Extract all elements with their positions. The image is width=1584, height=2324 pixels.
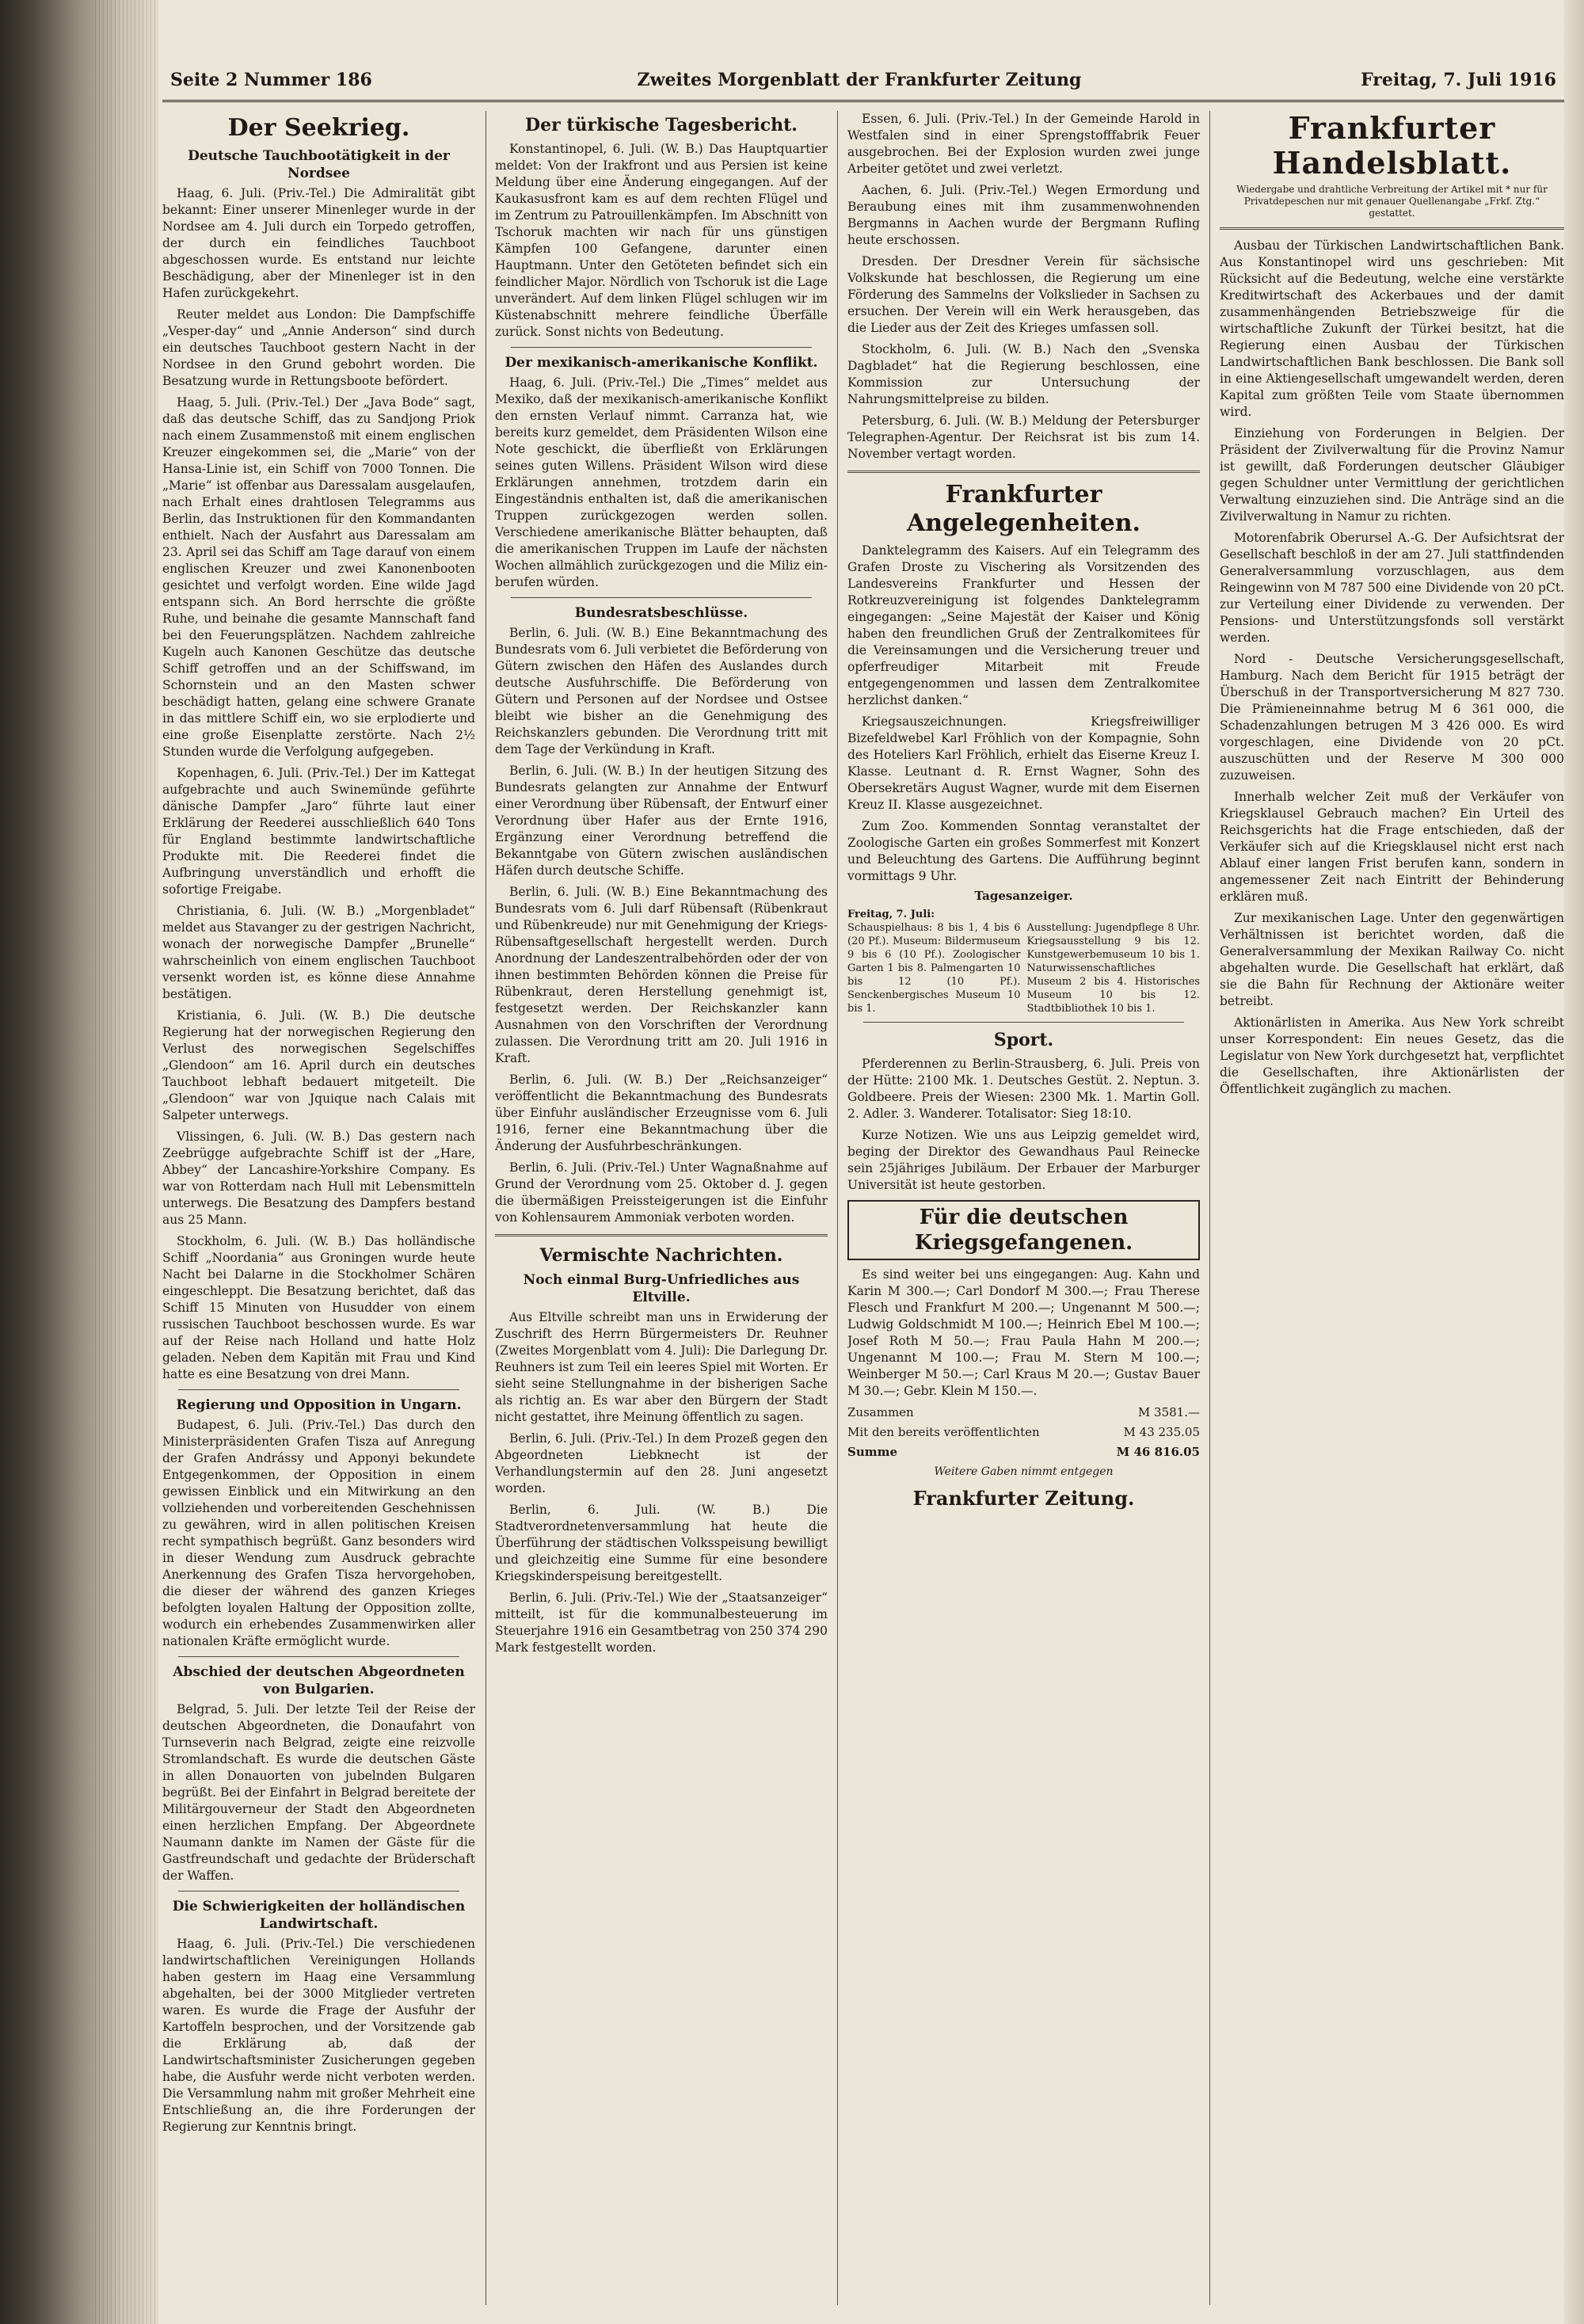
article-paragraph: Essen, 6. Juli. (Priv.-Tel.) In der Gemeinde Harold in Westfalen sind in einer Sprengstofffabrik Feuer ausgebrochen. Bei der Explosion wurden zwei junge Arbeiter getötet und zwei verletzt. [847,112,1200,176]
article-headline: Abschied der deutschen Abgeordneten von Bulgarien. [173,1664,465,1697]
article-paragraph: Berlin, 6. Juli. (Priv.-Tel.) Unter Wagnaßnahme auf Grund der Verordnung vom 25. Oktober d. J. gegen die übermäßigen Preissteigerungen ist die Einfuhr von Kohlensaurem Ammoniak verboten worden. [495,1160,828,1225]
article-paragraph: Berlin, 6. Juli. (Priv.-Tel.) In dem Prozeß gegen den Abgeordneten Liebknecht ist der Verhandlungstermin auf den 28. Juni angesetzt worden. [495,1431,828,1495]
article-headline: Der mexikanisch-amerikanische Konflikt. [505,355,818,371]
sum-row [847,1424,1200,1441]
divider [178,1891,459,1892]
article-paragraph: Reuter meldet aus London: Die Dampfschiffe „Vesper-day“ und „Annie Anderson“ sind durch ein deutsches Tauchboot gestern Nacht in der Nordsee in den Grund gebohrt worden. Die Besatzung wurde in Rettungsboote befördert. [162,307,475,388]
article-paragraph: Haag, 5. Juli. (Priv.-Tel.) Der „Java Bode“ sagt, daß das deutsche Schiff, das zu Sandjong Priok nach einem Zusammenstoß mit einem englischen Kreuzer eingekommen sei, die „Marie“ von der Hansa-Linie ist, ein Schiff von 7000 Tonnen. Die „Marie“ ist offenbar aus Daressalam ausgelaufen, nach Erhalt eines drahtlosen Telegramms aus Berlin, das Instruktionen für den Kommandanten enthielt. Nach der Ausfahrt aus Daressalam am 23. April sei das Schiff am Tage darauf von einem englischen Kreuzer und zwei Kanonenbooten gesichtet und verfolgt worden. Eine wilde Jagd entspann sich. An Bord herrschte die größte Ruhe, und beinahe die gesamte Mannschaft fand bei den Feuerungsplätzen. Nachdem zahlreiche Kugeln auch Kanonen Geschütze das deutsche Schiff getroffen und an der Schiffswand, im Schornstein und an den Masten schwer beschädigt hatten, gelang eine schwere Granate in das mittlere Schiff ein, wo sie erplodierte und eine große Eisenplatte zerstörte. Nach 2½ Stunden wurde die Verfolgung aufgegeben. [162,395,475,759]
section-masthead: Frankfurter Handelsblatt. [1272,111,1512,181]
article-paragraph: Dresden. Der Dresdner Verein für sächsische Volkskunde hat beschlossen, die Regierung um eine Förderung des Sammelns der Volkslieder in Sachsen zu ersuchen. Der Verein will ein Werk herausgeben, das die Lieder aus der Zeit des Krieges umfassen soll. [847,254,1200,335]
signature: Frankfurter Zeitung. [912,1487,1135,1510]
article-paragraph: Motorenfabrik Oberursel A.-G. Der Aufsichtsrat der Gesellschaft beschloß in der am 27. Juli stattfindenden Generalversammlung vorzuschlagen, aus dem Reingewinn von M 787 500 eine Dividende von 20 pCt. zur Verteilung einer Dividende zu verwenden. Der Pensions- und Unterstützungsfonds soll verstärkt werden. [1220,531,1564,645]
article-paragraph: Christiania, 6. Juli. (W. B.) „Morgenbladet“ meldet aus Stavanger zu der gestrigen Nachricht, wonach der norwegische Dampfer „Brunelle“ wahrscheinlich von einem englischen Tauchboot versenkt worden ist, es könne diese Annahme bestätigen. [162,904,475,1001]
divider [863,1022,1184,1023]
sum-label: Mit den bereits veröffentlichten [847,1425,1040,1439]
section-title: Der türkische Tagesbericht. [525,115,798,135]
article-paragraph: Danktelegramm des Kaisers. Auf ein Telegramm des Grafen Droste zu Vischering als Vorsitzenden des Landesvereins Frankfurter und Hessen der Rotkreuzvereinigung ist folgendes Danktelegramm eingegangen: „Seine Majestät der Kaiser und König haben den freundlichen Gruß der Zentralkomitees für die Vereinsamungen und die Versicherung treuer und opferfreudiger Mitarbeit mit Freude entgegengenommen und lassen dem Zentralkomitee herzlichst danken.“ [847,543,1200,707]
section-title: Vermischte Nachrichten. [539,1245,783,1266]
article-paragraph: Haag, 6. Juli. (Priv.-Tel.) Die „Times“ meldet aus Mexiko, daß der mexikanisch-amerikanische Konflikt den ernsten Verlauf nimmt. Carranza hat, wie bereits kurz gemeldet, dem Präsidenten Wilson eine Note geschickt, die überfließt von Erklärungen seines guten Willens. Präsident Wilson wird diese Erklärungen annehmen, trotzdem darin ein Eingeständnis enthalten ist, daß die amerikanischen Truppen zurückgezogen werden sollen. Verschiedene amerikanische Blätter behaupten, daß die amerikanischen Truppen im Laufe der nächsten Wochen allmählich zurückgezogen und die Miliz ein- berufen würden. [495,375,828,589]
paper-edition-title: Zweites Morgenblatt der Frankfurter Zeitung [637,70,1082,90]
sum-label: Summe [847,1445,898,1459]
article-paragraph: Nord - Deutsche Versicherungsgesellschaft, Hamburg. Nach dem Bericht für 1915 beträgt der Überschuß in der Transportversicherung M 827 730. Die Prämieneinnahme betrug M 6 361 000, die Schadenzahlungen betrugen M 3 426 000. Es wird vorgeschlagen, eine Dividende von 20 pCt. auszuschütten und der Reserve M 300 000 zuzuweisen. [1220,652,1564,783]
sum-row [847,1404,1200,1421]
column-1 [162,111,475,2305]
divider [178,1656,459,1657]
article-paragraph: Stockholm, 6. Juli. (W. B.) Nach den „Svenska Dagbladet“ hat die Regierung beschlossen, eine Kommission zur Untersuchung der Nahrungsmittelpreise zu bilden. [847,342,1200,406]
listings-date: Freitag, 7. Juli: [847,909,935,920]
page-edge [1564,0,1584,2324]
article-headline: Die Schwierigkeiten der holländischen Landwirtschaft. [172,1899,466,1932]
article-paragraph: Vlissingen, 6. Juli. (W. B.) Das gestern nach Zeebrügge aufgebrachte Schiff ist der „Hare, Abbey“ der Lancashire-Yorkshire Company. Es war von Rotterdam nach Hull mit Lebensmitteln unterwegs. Die Besatzung des Dampfers bestand aus 25 Mann. [162,1130,475,1227]
page-number: Seite 2 Nummer 186 [170,70,372,90]
sum-value: M 3581.— [1137,1405,1200,1419]
column-3 [847,111,1200,2305]
article-paragraph: Kriegsauszeichnungen. Kriegsfreiwilliger Bizefeldwebel Karl Fröhlich von der Kompagnie, Sohn des Hoteliers Karl Fröhlich, erhielt das Eiserne Kreuz I. Klasse. Leutnant d. R. Ernst Wagner, Sohn des Obersekretärs August Wagner, wurde mit dem Eisernen Kreuz II. Klasse ausgezeichnet. [847,714,1200,812]
boxed-headline: Für die deutschen Kriegsgefangenen. [847,1200,1200,1260]
article-paragraph: Kurze Notizen. Wie uns aus Leipzig gemeldet wird, beging der Direktor des Gewandhaus Paul Reinecke sein 25jähriges Jubiläum. Der Erbauer der Marburger Universität ist heute gestorben. [847,1128,1200,1192]
daily-listings [847,890,1200,1015]
article-paragraph: Ausbau der Türkischen Landwirtschaftlichen Bank. Aus Konstantinopel wird uns geschrieben: Mit Rücksicht auf die Bedeutung, welche eine verstärkte Kreditwirtschaft des Ackerbaues und der damit zusammenhängenden Betriebszweige für die wirtschaftliche Zukunft der Türkei besitzt, hat die Regierung einen Ausbau der Türkischen Landwirtschaftlichen Bank beschlossen. Die Bank soll in eine Aktiengesellschaft umgewandelt werden, deren Kapital zum größten Teile vom Staate übernommen wird. [1220,238,1564,419]
page-header [162,63,1564,102]
article-paragraph: Belgrad, 5. Juli. Der letzte Teil der Reise der deutschen Abgeordneten, die Donaufahrt von Turnseverin nach Belgrad, zeigte eine reizvolle Stromlandschaft. Es wurde die deutschen Gäste in allen Donauorten von jubelnden Bulgaren begrüßt. Bei der Einfahrt in Belgrad bereitete der Militärgouverneur der Stadt den Abgeordneten einen herzlichen Empfang. Der Abgeordnete Naumann dankte im Namen der Gäste für die Gastfreundschaft und gedachte der Brüderschaft der Waffen. [162,1702,475,1883]
article-paragraph: Berlin, 6. Juli. (W. B.) Der „Reichsanzeiger“ veröffentlicht die Bekanntmachung des Bundesrats über Einfuhr ausländischer Erzeugnisse vom 6. Juli 1916, ferner eine Bekanntmachung über die Änderung der Ausfuhrbeschränkungen. [495,1072,828,1153]
article-paragraph: Kopenhagen, 6. Juli. (Priv.-Tel.) Der im Kattegat aufgebrachte und auch Swinemünde geführte dänische Dampfer „Jaro“ führte laut einer Erklärung der Reederei ausschließlich 640 Tons für England bestimmte landwirtschaftliche Produkte mit. Die Reederei findet die Aufbringung unverständlich und erhofft die sofortige Freigabe. [162,766,475,897]
column-4 [1220,111,1564,2305]
divider [511,347,812,348]
article-headline: Deutsche Tauchbootätigkeit in der Nordsee [188,148,450,181]
section-title: Sport. [993,1030,1054,1050]
listings-left: Schauspielhaus: 8 bis 1, 4 bis 6 (20 Pf.). Museum: Bildermuseum 9 bis 6 (10 Pf.). Zoologischer Garten 1 bis 8. Palmengarten 10 bis 12 (10 Pf.). Senckenbergisches Museum 10 bis 1. [847,922,1021,1015]
article-paragraph: Budapest, 6. Juli. (Priv.-Tel.) Das durch den Ministerpräsidenten Grafen Tisza auf Anregung der Grafen Andrássy und Apponyi bekundete Entgegenkommen, der Opposition in einem gewissen Einblick und ein Mitwirkung an den vollziehenden und vorbereitenden Geschehnissen zu gewähren, wird in allen politischen Kreisen recht sympathisch begrüßt. Ganz besonders wird in dieser Wendung zum Ausdruck gebrachte Anerkennung des Grafen Tisza hervorgehoben, die dieser der während des ganzen Krieges befolgten loyalen Haltung der Opposition zollte, wodurch ein erhebendes Zusammenwirken aller nationalen Kräfte ermöglicht wurde. [162,1418,475,1648]
article-paragraph: Haag, 6. Juli. (Priv.-Tel.) Die verschiedenen landwirtschaftlichen Vereinigungen Hollands haben gestern im Haag eine Versammlung abgehalten, bei der 3000 Mitglieder vertreten waren. Es wurde die Frage der Ausfuhr der Kartoffeln besprochen, und der Vorsitzende gab die Erklärung ab, daß der Landwirtschaftsminister Zusicherungen gegeben habe, die Ausfuhr werde nicht verboten werden. Die Versammlung nahm mit großer Mehrheit eine Entschließung an, die ihre Forderungen der Regierung zur Kenntnis bringt. [162,1937,475,2134]
listings-right: Ausstellung: Jugendpflege 8 Uhr. Kriegsausstellung 9 bis 12. Kunstgewerbemuseum 10 bis 1. Naturwissenschaftliches Museum 2 bis 4. Historisches Museum 10 bis 12. Stadtbibliothek 10 bis 1. [1026,922,1200,1015]
article-paragraph: Berlin, 6. Juli. (W. B.) Die Stadtverordnetenversammlung hat heute die Überführung der städtischen Volksspeisung bewilligt und gleichzeitig eine Summe für eine besondere Kriegskinderspeisung bereitgestellt. [495,1503,828,1583]
article-paragraph: Petersburg, 6. Juli. (W. B.) Meldung der Petersburger Telegraphen-Agentur. Der Reichsrat ist bis zum 14. November vertagt worden. [847,413,1200,461]
sum-value: M 46 816.05 [1116,1445,1200,1459]
article-paragraph: Zum Zoo. Kommenden Sonntag veranstaltet der Zoologische Garten ein großes Sommerfest mit Konzert und Beleuchtung des Gartens. Die Aufführung beginnt vormittags 9 Uhr. [847,819,1200,883]
column-2 [495,111,828,2305]
divider [847,471,1200,473]
listings-table [847,921,1200,1015]
article-paragraph: Aus Eltville schreibt man uns in Erwiderung der Zuschrift des Herrn Bürgermeisters Dr. Reuhner (Zweites Morgenblatt vom 4. Juli): Die Darlegung Dr. Reuhners ist zum Teil ein leeres Spiel mit Worten. Er sieht seine Stellungnahme in der bisherigen Sache als richtig an. Es war aber den Bürgern der Stadt nicht gestattet, ihre Meinung öffentlich zu sagen. [495,1310,828,1424]
article-paragraph: Aktionärlisten in Amerika. Aus New York schreibt unser Korrespondent: Ein neues Gesetz, das die Legislatur von New York durchgesetzt hat, verpflichtet die Gesellschaften, ihre Aktionärlisten der Öffentlichkeit zugänglich zu machen. [1220,1015,1564,1096]
article-paragraph: Stockholm, 6. Juli. (W. B.) Das holländische Schiff „Noordania“ aus Groningen wurde heute Nacht bei Dalarne in die Stockholmer Schären eingeschleppt. Die Besatzung berichtet, daß das Schiff 15 Minuten von Husudder von einem russischen Tauchboot beschossen wurde. Es war auf der Reise nach Holland und hatte Holz geladen. Neben dem Kapitän mit Frau und Kind hatte es eine Besatzung von drei Mann. [162,1234,475,1381]
article-headline: Noch einmal Burg-Unfriedliches aus Eltville. [523,1272,800,1305]
divider [178,1389,459,1390]
article-paragraph: Pferderennen zu Berlin-Strausberg, 6. Juli. Preis von der Hütte: 2100 Mk. 1. Deutsches Gestüt. 2. Neptun. 3. Goldbeere. Preis der Wiesen: 2300 Mk. 1. Martin Goll. 2. Adler. 3. Wanderer. Totalisator: Sieg 18:10. [847,1057,1200,1121]
section-title: Frankfurter Angelegenheiten. [906,481,1140,537]
column-rule [837,111,838,2305]
article-paragraph: Berlin, 6. Juli. (Priv.-Tel.) Wie der „Staatsanzeiger“ mitteilt, ist für die kommunalbesteuerung im Steuerjahre 1916 ein Gesamtbetrag von 250 374 290 Mark festgestellt worden. [495,1591,828,1655]
article-paragraph: Konstantinopel, 6. Juli. (W. B.) Das Hauptquartier meldet: Von der Irakfront und aus Persien ist keine Meldung über eine Änderung eingegangen. Auf der Kaukasusfront kam es auf dem rechten Flügel und im Zentrum zu Patrouillenkämpfen. Im Abschnitt von Tschoruk machten wir nach für uns günstigen Kämpfen 100 Gefangene, darunter einen Hauptmann. Unter den Getöteten befindet sich ein feindlicher Major. Nördlich von Tschoruk ist die Lage unverändert. Auf dem linken Flügel schlugen wir im Küstenabschnitt mehrere feindliche Überfälle zurück. Sonst nichts von Bedeutung. [495,142,828,339]
donation-note: Weitere Gaben nimmt entgegen [934,1465,1114,1478]
reprint-note: Wiedergabe und drahtliche Verbreitung der Artikel mit * nur für Privatdepeschen nur mit genauer Quellenangabe „Frkf. Ztg.“ gestattet. [1236,184,1548,219]
article-paragraph: Einziehung von Forderungen in Belgien. Der Präsident der Zivilverwaltung für die Provinz Namur ist gewillt, daß Forderungen deutscher Gläubiger gegen Schuldner unter Vermittlung der gerichtlichen Verwaltung einzuziehen sind. Die Anträge sind an die Zivilverwaltung in Namur zu richten. [1220,426,1564,524]
issue-date: Freitag, 7. Juli 1916 [1361,70,1556,90]
sum-value: M 43 235.05 [1123,1425,1200,1439]
article-headline: Regierung und Opposition in Ungarn. [176,1397,462,1413]
binding-page-edges [95,0,158,2324]
divider [511,597,812,598]
article-paragraph: Berlin, 6. Juli. (W. B.) Eine Bekanntmachung des Bundesrats vom 6. Juli darf Rübensaft (Rübenkraut und Rübenkreude) nur mit Genehmigung der Kriegs-Rübensaftgesellschaft hergestellt werden. Durch Anordnung der Landeszentralbehörden oder der von ihnen bestimmten Behörden können die Preise für Rübenkraut, deren Herstellung genehmigt ist, festgesetzt werden. Der Reichskanzler kann Ausnahmen von den Vorschriften der Verordnung zulassen. Die Verordnung tritt am 20. Juli 1916 in Kraft. [495,885,828,1065]
article-paragraph: Berlin, 6. Juli. (W. B.) Eine Bekanntmachung des Bundesrats vom 6. Juli verbietet die Beförderung von Gütern zwischen den Häfen des Auslandes durch deutsche Ausfuhrschiffe. Die Beförderung von Gütern und Personen auf der Nordsee und Ostsee bleibt wie bisher an die Genehmigung des Reichskanzlers gebunden. Die Verordnung tritt mit dem Tage der Verkündung in Kraft. [495,626,828,756]
article-paragraph: Berlin, 6. Juli. (W. B.) In der heutigen Sitzung des Bundesrats gelangten zur Annahme der Entwurf einer Verordnung über Rübensaft, der Entwurf einer Verordnung über Hafer aus der Ernte 1916, Ergänzung einer Verordnung betreffend die Bekanntgabe von Gütern zwischen ausländischen Häfen durch deutsche Schiffe. [495,764,828,878]
sum-row [847,1444,1200,1461]
newspaper-sheet [162,63,1564,2313]
article-paragraph: Kristiania, 6. Juli. (W. B.) Die deutsche Regierung hat der norwegischen Regierung den Verlust des norwegischen Segelschiffes „Glendoon“ am 16. April durch ein deutsches Tauchboot lebhaft bedauert mitgeteilt. Die „Glendoon“ war von Jquique nach Calais mit Salpeter unterwegs. [162,1008,475,1122]
section-title: Der Seekrieg. [227,114,410,142]
article-paragraph: Aachen, 6. Juli. (Priv.-Tel.) Wegen Ermordung und Beraubung eines mit ihm zusammenwohnenden Bergmanns in Aachen wurde der Bergmann Rufling heute erschossen. [847,183,1200,247]
column-rule [1209,111,1210,2305]
article-paragraph: Innerhalb welcher Zeit muß der Verkäufer von Kriegsklausel Gebrauch machen? Ein Urteil des Reichsgerichts hat die Frage entschieden, daß der Verkäufer sich auf die Kriegsklausel nicht erst nach Ablauf einer langen Frist berufen kann, sondern in angemessener Zeit nach Eintritt der Behinderung erklären muß. [1220,790,1564,904]
sum-label: Zusammen [847,1405,914,1419]
divider [1220,227,1564,230]
article-headline: Bundesratsbeschlüsse. [574,605,748,621]
article-paragraph: Haag, 6. Juli. (Priv.-Tel.) Die Admiralität gibt bekannt: Einer unserer Minenleger wurde in der Nordsee am 4. Juli durch ein Torpedo getroffen, der durch ein feindliches Tauchboot abgeschossen wurde. Es entstand nur leichte Beschädigung, aber der Minenleger ist in den Hafen zurückgekehrt. [162,186,475,300]
donation-list: Es sind weiter bei uns eingegangen: Aug. Kahn und Karin M 300.—; Carl Dondorf M 300.—; Frau Therese Flesch und Frankfurt M 200.—; Ungenannt M 500.—; Ludwig Goldschmidt M 100.—; Heinrich Ebel M 100.—; Josef Roth M 50.—; Frau Paula Hahn M 200.—; Ungenannt M 100.—; Frau M. Stern M 100.—; Weinberger M 50.—; Carl Kraus M 20.—; Gustav Bauer M 30.—; Gebr. Klein M 150.—. [847,1267,1200,1398]
column-rule [485,111,486,2305]
listings-title: Tagesanzeiger. [974,889,1073,903]
article-paragraph: Zur mexikanischen Lage. Unter den gegenwärtigen Verhältnissen ist berichtet worden, daß die Generalversammlung der Mexikan Railway Co. nicht abgehalten wurde. Die Gesellschaft hat erklärt, daß sie die Bahn für Rechnung der Aktionäre weiter betreibt. [1220,911,1564,1008]
divider [495,1234,828,1236]
